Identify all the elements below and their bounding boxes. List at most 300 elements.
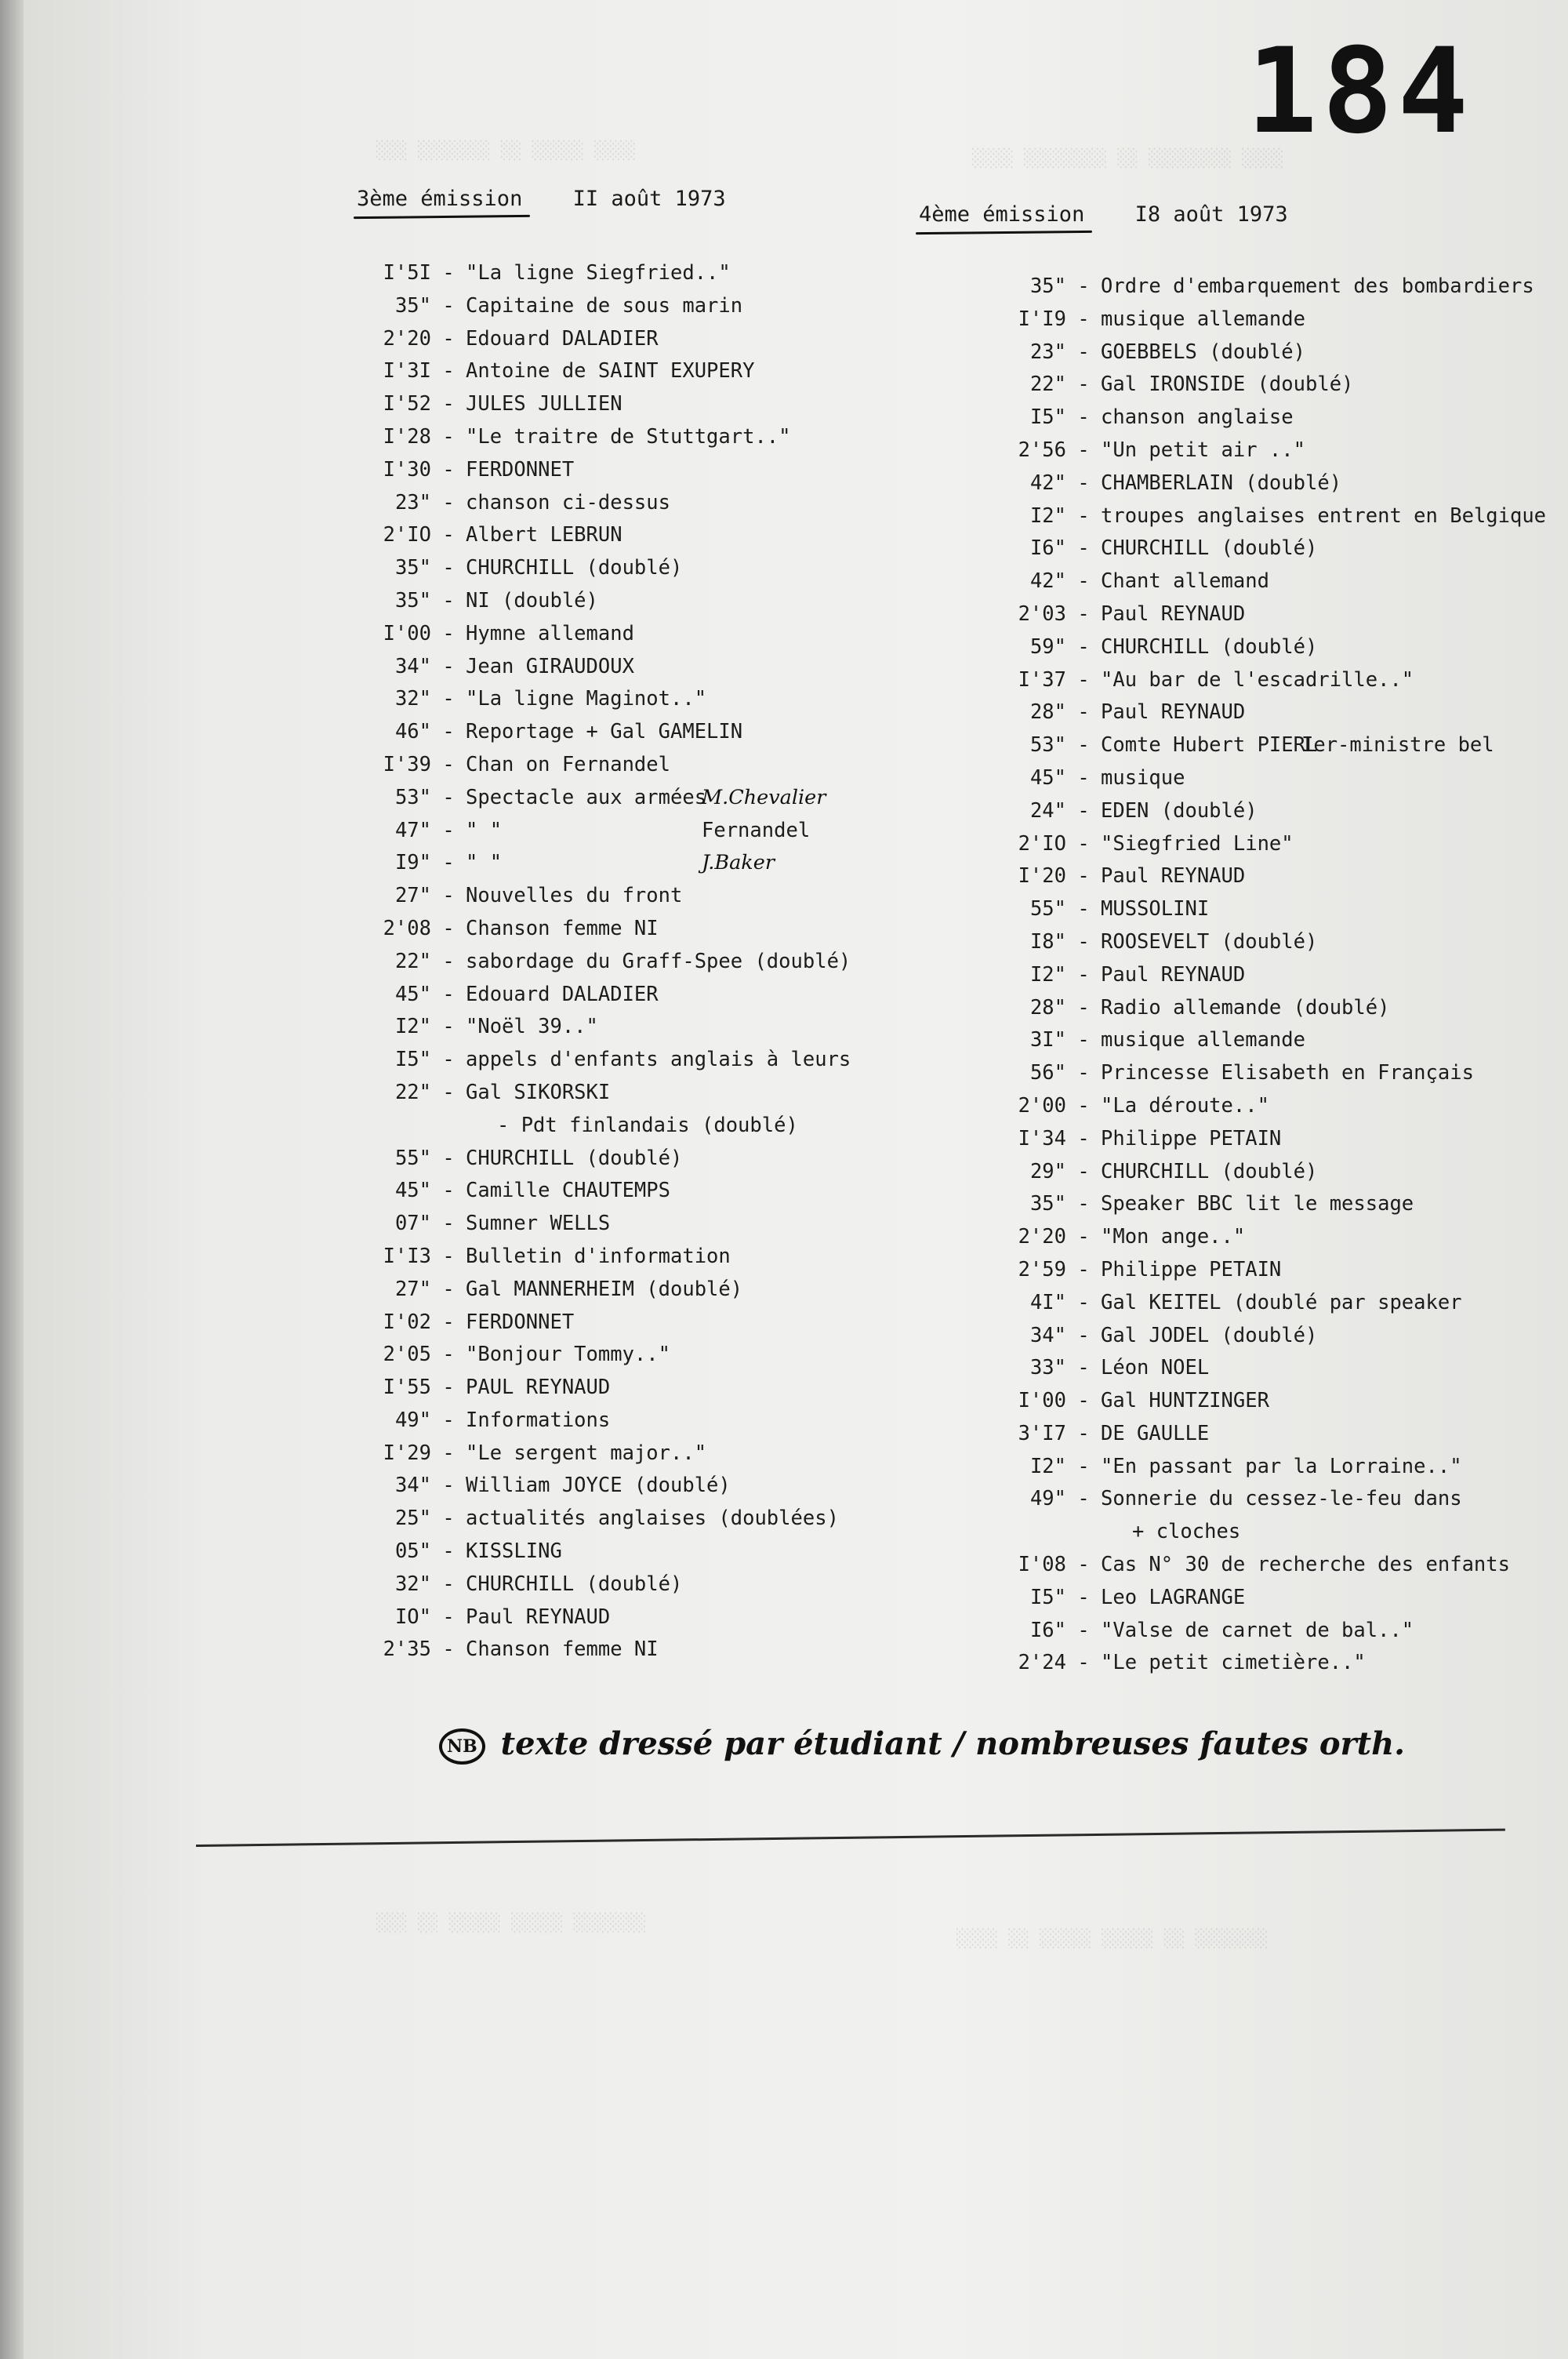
duration: 42" [1029,471,1066,495]
left-program-row [274,1503,941,1536]
duration: 35" [1029,274,1066,298]
program-title: Hymne allemand [466,621,634,645]
left-program-row [274,716,941,749]
program-title: "En passant par la Lorraine.." [1101,1454,1462,1478]
right-column-header [919,202,1288,227]
right-program-row [909,1451,1521,1484]
program-title: Philippe PETAIN [1101,1126,1282,1150]
program-title: Edouard DALADIER [466,982,659,1006]
left-program-row [274,1339,941,1372]
separator-dash: - [1077,1225,1090,1249]
separator-dash: - [1077,569,1090,594]
duration: 59" [1029,634,1066,659]
right-program-row [909,467,1521,500]
program-title: musique [1101,765,1185,790]
duration: I'5I [383,261,431,285]
separator-dash: - [442,261,455,285]
right-program-row [909,1483,1521,1516]
right-program-row [909,860,1521,893]
right-program-row [909,369,1521,402]
separator-dash: - [442,424,455,449]
program-title: actualités anglaises (doublées) [466,1507,839,1531]
separator-dash: - [1077,667,1090,692]
program-title: CHAMBERLAIN (doublé) [1101,471,1342,495]
program-title: "Le petit cimetière.." [1101,1651,1366,1675]
duration: 32" [394,687,431,711]
separator-dash: - [442,588,455,612]
duration: 35" [1029,1192,1066,1216]
separator-dash: - [1077,700,1090,725]
separator-dash: - [1077,471,1090,495]
right-program-row [909,1418,1521,1451]
separator-dash: - [1077,1257,1090,1281]
duration: 25" [394,1507,431,1531]
separator-dash: - [442,1179,455,1203]
duration: 53" [1029,733,1066,758]
duration: 28" [1029,995,1066,1020]
right-program-row [909,1254,1521,1287]
left-program-row [274,1110,941,1143]
duration: 35" [394,556,431,580]
program-title: Jean GIRAUDOUX [466,654,634,678]
program-title: "Mon ange.." [1101,1225,1246,1249]
right-program-row [909,828,1521,861]
right-program-row [909,795,1521,828]
left-program-row [274,1011,941,1044]
separator-dash: - [442,1637,455,1662]
duration: 32" [394,1572,431,1596]
footnote-circle-mark: NB [439,1728,485,1765]
program-title: Cas N° 30 de recherche des enfants [1101,1553,1510,1577]
program-title: Philippe PETAIN [1101,1257,1282,1281]
duration: I8" [1029,929,1066,954]
program-title: + cloches [1132,1520,1241,1544]
separator-dash: - [1077,373,1090,397]
left-program-row [274,683,941,716]
separator-dash: - [442,523,455,547]
duration: 45" [1029,765,1066,790]
right-program-row [909,1320,1521,1353]
left-program-row [274,946,941,979]
duration: 2'24 [1018,1651,1066,1675]
separator-dash: - [442,1146,455,1170]
program-title: Chant allemand [1101,569,1269,594]
left-emission-date: II août 1973 [572,187,726,211]
separator-dash: - [442,1441,455,1465]
program-title: Gal KEITEL (doublé par speaker [1101,1290,1462,1314]
left-program-row [274,1307,941,1339]
margin-note: Fernandel [702,818,811,842]
separator-dash: - [442,1244,455,1268]
separator-dash: - [442,1343,455,1367]
program-title: chanson anglaise [1101,405,1294,430]
separator-dash: - [1077,1651,1090,1675]
left-program-row [274,1274,941,1307]
separator-dash: - [442,1605,455,1629]
program-title: Leo LAGRANGE [1101,1585,1246,1609]
left-program-row [274,782,941,815]
separator-dash: - [442,785,455,809]
program-title: CHURCHILL (doublé) [466,556,683,580]
separator-dash: - [1077,1061,1090,1085]
duration: 22" [394,949,431,973]
program-title: Ordre d'embarquement des bombardiers [1101,274,1534,298]
separator-dash: - [442,1507,455,1531]
right-program-row [909,631,1521,664]
program-title: musique allemande [1101,307,1305,331]
program-title: NI (doublé) [466,588,598,612]
duration: I6" [1029,1618,1066,1642]
left-program-row [274,552,941,585]
left-program-row [274,815,941,848]
duration: 42" [1029,569,1066,594]
right-program-row [909,1188,1521,1221]
duration: I'29 [383,1441,431,1465]
left-program-row [274,290,941,323]
duration: 28" [1029,700,1066,725]
separator-dash: - [442,392,455,416]
separator-dash: - [442,851,455,875]
right-program-row [909,271,1534,304]
program-title: GOEBBELS (doublé) [1101,340,1305,364]
margin-note: J.Baker [702,851,775,875]
separator-dash: - [1077,864,1090,889]
program-title: Gal HUNTZINGER [1101,1389,1269,1413]
program-title: FERDONNET [466,457,575,482]
program-title: "Siegfried Line" [1101,831,1294,856]
program-title: " " [466,851,503,875]
program-title: troupes anglaises entrent en Belgique [1101,503,1547,528]
separator-dash: - [1077,602,1090,626]
separator-dash: - [442,359,455,383]
duration: I2" [1029,1454,1066,1478]
right-program-row [909,762,1521,795]
right-program-row [909,664,1521,697]
program-title: Bulletin d'information [466,1244,731,1268]
program-title: musique allemande [1101,1028,1305,1052]
separator-dash: - [1077,995,1090,1020]
separator-dash: - [1077,798,1090,823]
program-title: Camille CHAUTEMPS [466,1179,670,1203]
separator-dash: - [1077,340,1090,364]
program-title: JULES JULLIEN [466,392,622,416]
program-title: Comte Hubert PIERL [1101,733,1318,758]
program-title: Edouard DALADIER [466,326,659,351]
duration: I'28 [383,424,431,449]
duration: 34" [1029,1323,1066,1347]
left-program-row [274,1568,941,1601]
duration: 29" [1029,1159,1066,1183]
right-program-row [909,1647,1521,1680]
separator-dash: - [442,654,455,678]
separator-dash: - [442,687,455,711]
duration: 56" [1029,1061,1066,1085]
program-title: Spectacle aux armées [466,785,707,809]
program-title: "Valse de carnet de bal.." [1101,1618,1414,1642]
program-title: Speaker BBC lit le message [1101,1192,1414,1216]
program-title: Gal MANNERHEIM (doublé) [466,1277,743,1301]
separator-dash: - [442,1212,455,1236]
left-program-row [274,1208,941,1241]
duration: I'08 [1018,1553,1066,1577]
duration: 2'03 [1018,602,1066,626]
duration: I'30 [383,457,431,482]
program-title: "Le traitre de Stuttgart.." [466,424,791,449]
left-program-row [274,1405,941,1438]
duration: 2'20 [1018,1225,1066,1249]
duration: I'34 [1018,1126,1066,1150]
program-title: Chan on Fernandel [466,752,670,776]
duration: 2'35 [383,1637,431,1662]
right-program-row [909,729,1521,762]
separator-dash: - [1077,733,1090,758]
program-title: Paul REYNAUD [1101,962,1246,987]
left-program-row [274,979,941,1012]
separator-dash: - [1077,1028,1090,1052]
right-program-row [909,926,1521,959]
separator-dash: - [442,1015,455,1039]
right-program-row [909,959,1521,992]
duration: I'00 [1018,1389,1066,1413]
separator-dash: - [442,1572,455,1596]
duration: 55" [1029,897,1066,921]
right-program-row [909,1615,1521,1648]
duration: 23" [1029,340,1066,364]
separator-dash: - [1077,831,1090,856]
separator-dash: - [1077,438,1090,462]
duration: 2'05 [383,1343,431,1367]
duration: I5" [1029,405,1066,430]
program-title: Sumner WELLS [466,1212,611,1236]
right-program-row [909,1582,1521,1615]
program-title: Chanson femme NI [466,916,659,940]
left-column-header [357,187,726,211]
right-program-row [909,992,1521,1025]
duration: I2" [1029,962,1066,987]
binding-edge [0,0,24,2359]
program-title: "Noël 39.." [466,1015,598,1039]
duration: 4I" [1029,1290,1066,1314]
show-through-text: ░░░ ░░ ░░░░░ ░░░░░ ░░░░░░░ [376,1914,647,1933]
margin-note: M.Chevalier [702,785,826,809]
left-program-row [274,1536,941,1568]
right-program-row [909,1516,1521,1549]
duration: 07" [394,1212,431,1236]
separator-dash: - [1077,634,1090,659]
program-title: chanson ci-dessus [466,490,670,514]
right-program-row [909,1057,1521,1090]
program-title: Paul REYNAUD [1101,700,1246,725]
separator-dash: - [442,884,455,908]
duration: 35" [394,588,431,612]
program-title: Radio allemande (doublé) [1101,995,1390,1020]
right-program-row [909,598,1521,631]
separator-dash: - [1077,1356,1090,1380]
program-title: Paul REYNAUD [466,1605,611,1629]
right-program-row [909,1221,1521,1254]
program-title: Capitaine de sous marin [466,293,743,318]
duration: 2'IO [1018,831,1066,856]
right-program-row [909,1385,1521,1418]
separator-dash: - [1077,765,1090,790]
left-program-list [274,257,941,1667]
left-program-row [274,585,941,618]
separator-dash: - [1077,1323,1090,1347]
program-title: Paul REYNAUD [1101,864,1246,889]
duration: 2'20 [383,326,431,351]
right-emission-label: 4ème émission [919,202,1085,227]
duration: I5" [1029,1585,1066,1609]
duration: I'I3 [383,1244,431,1268]
left-program-row [274,487,941,520]
separator-dash: - [1077,1192,1090,1216]
right-program-row [909,893,1521,926]
separator-dash: - [442,556,455,580]
program-title: CHURCHILL (doublé) [1101,634,1318,659]
program-title: KISSLING [466,1539,562,1564]
duration: I'39 [383,752,431,776]
duration: 34" [394,1474,431,1498]
separator-dash: - [442,326,455,351]
left-program-row [274,847,941,880]
duration: IO" [394,1605,431,1629]
separator-dash: - [442,1408,455,1432]
duration: 3'I7 [1018,1421,1066,1445]
duration: I9" [394,851,431,875]
separator-dash: - [442,621,455,645]
separator-dash: - [442,1474,455,1498]
duration: I'02 [383,1310,431,1334]
separator-dash: - [442,1539,455,1564]
left-program-row [274,1044,941,1077]
program-title: Paul REYNAUD [1101,602,1246,626]
duration: 45" [394,1179,431,1203]
duration: 47" [394,818,431,842]
program-title: Informations [466,1408,611,1432]
left-program-row [274,1175,941,1208]
program-title: CHURCHILL (doublé) [1101,1159,1318,1183]
duration: 2'56 [1018,438,1066,462]
margin-note: Ier-ministre bel [1301,733,1494,758]
separator-dash: - [442,457,455,482]
right-program-row [909,533,1521,565]
separator-dash: - [442,916,455,940]
separator-dash: - [1077,1553,1090,1577]
separator-dash: - [442,293,455,318]
program-title: "Le sergent major.." [466,1441,707,1465]
duration: I6" [1029,536,1066,561]
program-title: Gal JODEL (doublé) [1101,1323,1318,1347]
program-title: "La ligne Maginot.." [466,687,707,711]
duration: 24" [1029,798,1066,823]
right-emission-date: I8 août 1973 [1134,202,1288,227]
duration: 2'00 [1018,1093,1066,1118]
duration: 2'08 [383,916,431,940]
separator-dash: - [1077,962,1090,987]
program-title: Sonnerie du cessez-le-feu dans [1101,1487,1462,1511]
left-program-row [274,1634,941,1667]
duration: I'37 [1018,667,1066,692]
page-number: 184 [1247,24,1473,160]
duration: I'52 [383,392,431,416]
right-program-row [909,1352,1521,1385]
duration: 34" [394,654,431,678]
left-program-row [274,388,941,421]
program-title: DE GAULLE [1101,1421,1210,1445]
duration: 22" [394,1080,431,1104]
right-program-row [909,336,1521,369]
left-program-row [274,618,941,651]
left-program-row [274,913,941,946]
duration: I5" [394,1048,431,1072]
right-program-row [909,402,1521,434]
left-program-row [274,323,941,356]
duration: I'55 [383,1376,431,1400]
duration: 35" [394,293,431,318]
duration: I'20 [1018,864,1066,889]
program-title: "La ligne Siegfried.." [466,261,731,285]
program-title: "La déroute.." [1101,1093,1269,1118]
right-program-row [909,500,1547,533]
duration: 2'59 [1018,1257,1066,1281]
program-title: " " [466,818,503,842]
separator-dash: - [442,752,455,776]
duration: 49" [1029,1487,1066,1511]
program-title: William JOYCE (doublé) [466,1474,731,1498]
program-title: Reportage + Gal GAMELIN [466,720,743,744]
separator-dash: - [442,1277,455,1301]
right-program-row [909,1156,1521,1189]
program-title: FERDONNET [466,1310,575,1334]
separator-dash: - [1077,405,1090,430]
left-program-row [274,1601,941,1634]
left-program-row [274,651,941,684]
left-program-row [274,1372,941,1405]
separator-dash: - [1077,1487,1090,1511]
program-title: Gal IRONSIDE (doublé) [1101,373,1354,397]
separator-dash: - [442,1376,455,1400]
program-title: Antoine de SAINT EXUPERY [466,359,755,383]
duration: I'I9 [1018,307,1066,331]
program-title: appels d'enfants anglais à leurs [466,1048,851,1072]
duration: 46" [394,720,431,744]
separator-dash: - [1077,1454,1090,1478]
program-title: CHURCHILL (doublé) [466,1146,683,1170]
program-title: PAUL REYNAUD [466,1376,611,1400]
duration: 05" [394,1539,431,1564]
separator-dash: - [1077,1585,1090,1609]
left-program-row [274,749,941,782]
separator-dash: - [1077,503,1090,528]
duration: 2'IO [383,523,431,547]
program-title: Nouvelles du front [466,884,683,908]
program-title: "Au bar de l'escadrille.." [1101,667,1414,692]
left-program-row [274,1470,941,1503]
separator-dash: - [442,490,455,514]
separator-dash: - [1077,929,1090,954]
right-program-row [909,1024,1521,1057]
left-program-row [274,1143,941,1176]
left-program-row [274,257,941,290]
left-program-row [274,421,941,454]
show-through-text: ░░░░ ░░░░░░░░ ░░ ░░░░░░░░ ░░░░ [972,149,1284,169]
program-title: CHURCHILL (doublé) [1101,536,1318,561]
separator-dash: - [442,982,455,1006]
duration: 45" [394,982,431,1006]
left-program-row [274,1438,941,1470]
right-program-row [909,696,1521,729]
program-title: EDEN (doublé) [1101,798,1258,823]
